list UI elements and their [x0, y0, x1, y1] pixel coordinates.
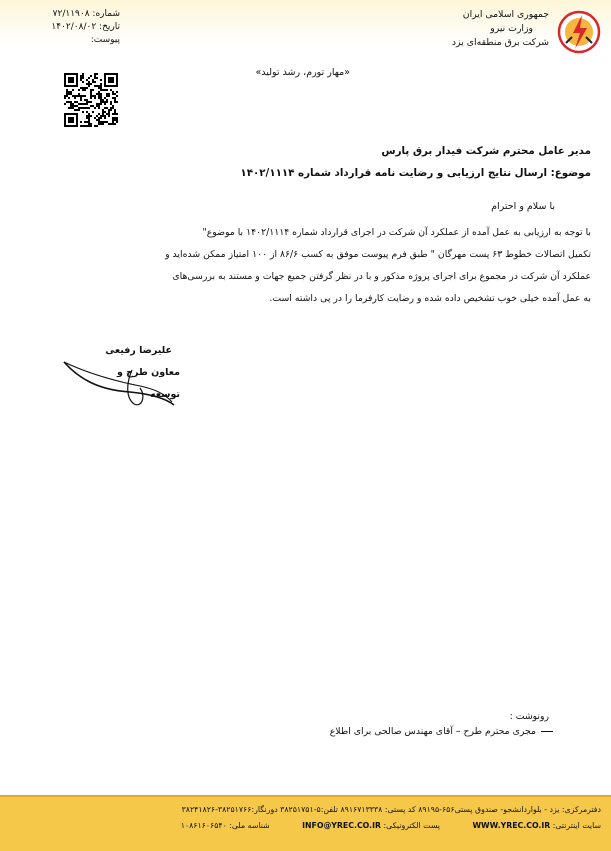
footer-email[interactable]: INFO@YREC.CO.IR — [302, 821, 381, 830]
attachment-row: پیوست: — [90, 35, 120, 45]
footer-contact-row — [11, 821, 601, 830]
footer-divider — [0, 795, 611, 797]
letter-date: ۱۴۰۲/۰۸/۰۲ — [51, 22, 97, 32]
cc-dash — [541, 731, 553, 732]
footer-site[interactable]: WWW.YREC.CO.IR — [472, 821, 551, 830]
yrec-logo — [556, 9, 602, 55]
body-line: با توجه به ارزیابی به عمل آمده از عملکرد آن شرکت در اجرای قرارداد شماره ۱۴۰۲/۱۱۱۴ با موضوع" — [202, 227, 591, 238]
footer-national-id: ۱۰۸۶۱۶۰۶۵۴۰ — [180, 821, 227, 830]
signer-name: علیرضا رفیعی — [105, 345, 172, 356]
motto: «مهار تورم، رشد تولید» — [255, 67, 350, 78]
cc-label: رونوشت : — [509, 711, 549, 722]
greeting: با سلام و احترام — [491, 201, 555, 212]
footer-email-label: پست الکترونیکی: — [383, 821, 440, 830]
letter-meta — [10, 8, 120, 47]
body-line: به عمل آمده خیلی خوب تشخیص داده شده و رضایت کارفرما را در پی داشته است. — [269, 293, 591, 304]
footer-site-label: سایت اینترنتی: — [552, 821, 601, 830]
handwritten-signature — [60, 350, 180, 410]
cc-line: مجری محترم طرح – آقای مهندس صالحی برای اطلاع — [329, 726, 536, 737]
body-line: تکمیل اتصالات خطوط ۶۳ پست مهرگان " طبق فرم پیوست موفق به کسب ۸۶/۶ از ۱۰۰ امتیاز ممکن شده‌اید و — [165, 249, 591, 260]
qr-code — [64, 73, 118, 127]
body-line: عملکرد آن شرکت در مجموع برای اجرای پروژه مذکور و با در نظر گرفتن جمیع جهات و مستند به بررسی‌های — [172, 271, 591, 282]
org-name-block — [419, 8, 549, 50]
letter-number-row: شماره: ۷۲/۱۱۹۰۸ — [52, 9, 120, 19]
footer-address: دفترمرکزی: یزد - بلواردانشجو- صندوق پستی۶۵۶-۸۹۱۹۵ کد پستی: ۸۹۱۶۷۱۳۳۳۸ تلفن:۵-۳۸۲۵۱۷۵۱ دورنگار:۳۸۲۵۱۷۶۶-۳۸۲۴۱۸۲۶ — [181, 805, 601, 814]
signer-title: معاون طرح و توسعه — [116, 367, 180, 400]
org-line-ministry: وزارت نیرو — [490, 23, 533, 34]
subject: موضوع: ارسال نتایج ارزیابی و رضایت نامه قرارداد شماره ۱۴۰۲/۱۱۱۴ — [240, 167, 591, 179]
recipient: مدیر عامل محترم شرکت فیدار برق پارس — [381, 145, 591, 157]
org-line-company: شرکت برق منطقه‌ای یزد — [451, 37, 549, 48]
org-line-country: جمهوری اسلامی ایران — [462, 9, 549, 20]
letter-body — [31, 222, 591, 310]
letter-number: ۷۲/۱۱۹۰۸ — [52, 9, 90, 19]
footer-id-label: شناسه ملی: — [229, 821, 270, 830]
letter-date-row: تاریخ: ۱۴۰۲/۰۸/۰۲ — [51, 22, 120, 32]
